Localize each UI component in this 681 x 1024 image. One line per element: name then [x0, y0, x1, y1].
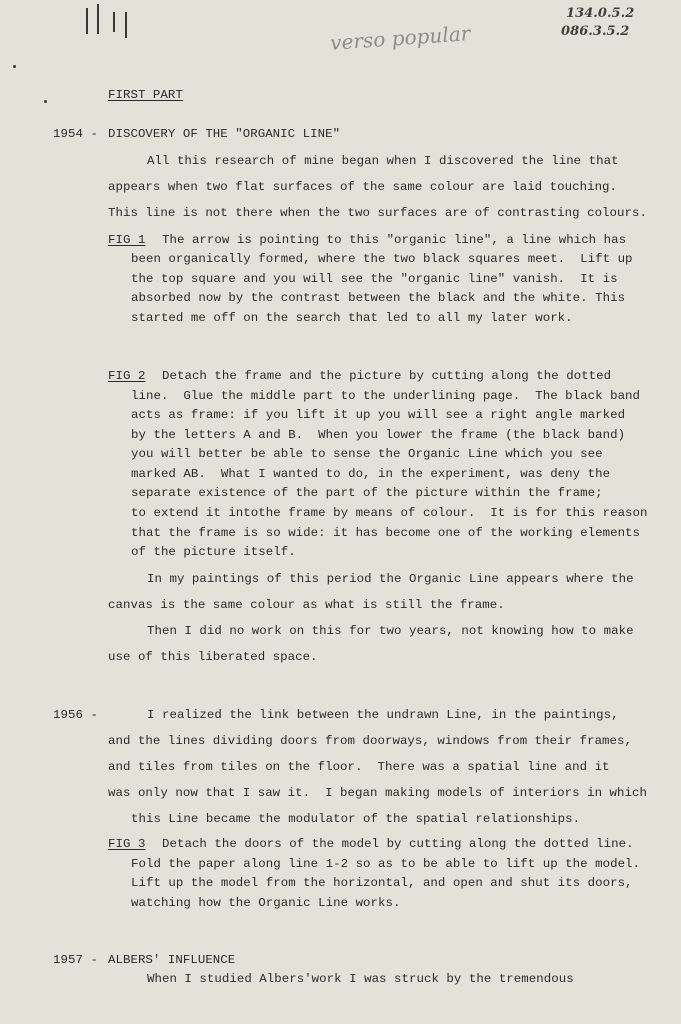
section-title-1954: DISCOVERY OF THE "ORGANIC LINE": [108, 127, 341, 141]
ink-mark: [86, 8, 88, 34]
text-line: In my paintings of this period the Organic Line appears where the: [147, 572, 634, 586]
text-line: The arrow is pointing to this "organic line", a line which has: [162, 233, 627, 247]
text-line: line. Glue the middle part to the underlining page. The black band: [131, 389, 641, 403]
text-line: acts as frame: if you lift it up you will see a right angle marked: [131, 408, 626, 422]
catalog-number-2: 086.3.5.2: [561, 24, 630, 39]
text-line: to extend it intothe frame by means of colour. It is for this reason: [131, 506, 648, 520]
text-line: All this research of mine began when I discovered the line that: [147, 154, 619, 168]
text-line: by the letters A and B. When you lower the frame (the black band): [131, 428, 626, 442]
ink-mark: [125, 12, 127, 38]
text-line: and tiles from tiles on the floor. There was a spatial line and it: [108, 760, 610, 774]
fig1-label: FIG 1: [108, 233, 146, 247]
text-line: of the picture itself.: [131, 545, 296, 559]
text-line: use of this liberated space.: [108, 650, 318, 664]
section-title-1957: ALBERS' INFLUENCE: [108, 953, 236, 967]
text-line: been organically formed, where the two black squares meet. Lift up: [131, 252, 633, 266]
text-line: Fold the paper along line 1-2 so as to be able to lift up the model.: [131, 857, 641, 871]
text-line: watching how the Organic Line works.: [131, 896, 401, 910]
year-1954: 1954 -: [53, 127, 98, 141]
text-line: was only now that I saw it. I began making models of interiors in which: [108, 786, 647, 800]
text-line: separate existence of the part of the picture within the frame;: [131, 486, 603, 500]
text-line: appears when two flat surfaces of the same colour are laid touching.: [108, 180, 618, 194]
text-line: you will better be able to sense the Organic Line which you see: [131, 447, 603, 461]
text-line: started me off on the search that led to all my later work.: [131, 311, 573, 325]
ink-mark: [97, 4, 99, 34]
text-line: marked AB. What I wanted to do, in the experiment, was deny the: [131, 467, 611, 481]
text-line: Lift up the model from the horizontal, and open and shut its doors,: [131, 876, 633, 890]
ink-mark: [113, 12, 115, 32]
ink-dot: [44, 100, 47, 103]
text-line: Then I did no work on this for two years, not knowing how to make: [147, 624, 634, 638]
text-line: canvas is the same colour as what is still the frame.: [108, 598, 505, 612]
text-line: Detach the frame and the picture by cutting along the dotted: [162, 369, 612, 383]
year-1957: 1957 -: [53, 953, 98, 967]
fig2-label: FIG 2: [108, 369, 146, 383]
fig3-label: FIG 3: [108, 837, 146, 851]
text-line: This line is not there when the two surfaces are of contrasting colours.: [108, 206, 647, 220]
pencil-note: verso popular: [329, 21, 472, 55]
text-line: the top square and you will see the "organic line" vanish. It is: [131, 272, 618, 286]
text-line: this Line became the modulator of the spatial relationships.: [131, 812, 581, 826]
text-line: and the lines dividing doors from doorways, windows from their frames,: [108, 734, 632, 748]
part-heading: FIRST PART: [108, 88, 183, 102]
text-line: Detach the doors of the model by cutting along the dotted line.: [162, 837, 634, 851]
text-line: I realized the link between the undrawn Line, in the paintings,: [147, 708, 619, 722]
text-line: that the frame is so wide: it has become one of the working elements: [131, 526, 641, 540]
ink-dot: [13, 65, 16, 68]
catalog-number-1: 134.0.5.2: [566, 6, 635, 21]
year-1956: 1956 -: [53, 708, 98, 722]
text-line: When I studied Albers'work I was struck by the tremendous: [147, 972, 574, 986]
text-line: absorbed now by the contrast between the black and the white. This: [131, 291, 626, 305]
